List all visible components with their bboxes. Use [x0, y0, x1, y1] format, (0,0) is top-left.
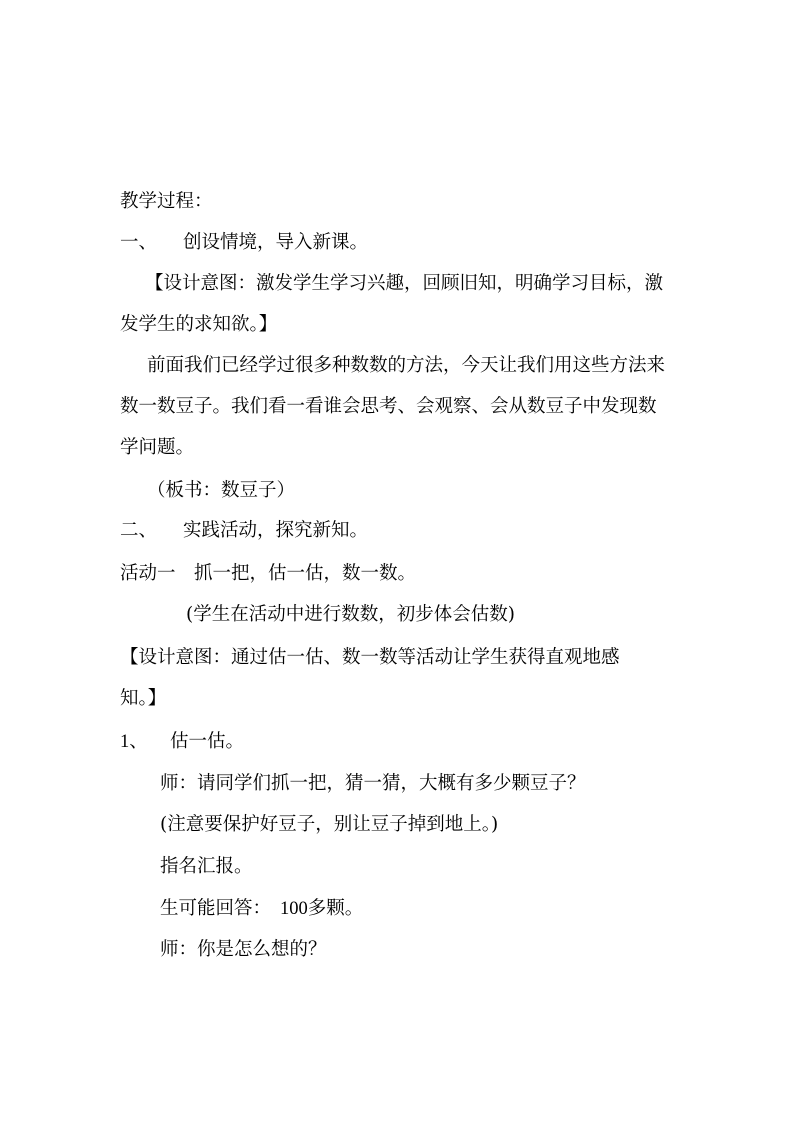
design-note-2-line1: 【设计意图：通过估一估、数一数等活动让学生获得直观地感 [120, 647, 620, 668]
teacher-question-1: 师：请同学们抓一把，猜一猜，大概有多少颗豆子？ [160, 773, 586, 794]
section2-title: 实践活动，探究新知。 [183, 520, 369, 541]
board-note: （板书：数豆子） [147, 480, 296, 501]
intro-paragraph-line3: 学问题。 [120, 437, 195, 458]
student-answer-prefix: 生可能回答： [160, 898, 272, 919]
design-note-1-line1: 【设计意图：激发学生学习兴趣，回顾旧知，明确学习目标，激 [145, 273, 664, 294]
activity-note: (学生在活动中进行数数，初步体会估数) [186, 604, 515, 625]
design-note-1-line2: 发学生的求知欲。】 [120, 314, 278, 335]
section1-title: 创设情境，导入新课。 [183, 232, 369, 253]
section2-number: 二、 [120, 520, 158, 541]
design-note-2-line2: 知。】 [120, 688, 167, 709]
report-instruction: 指名汇报。 [160, 856, 253, 877]
intro-paragraph-line2: 数一数豆子。我们看一看谁会思考、会观察、会从数豆子中发现数 [120, 396, 657, 417]
step1-title: 估一估。 [170, 731, 245, 752]
safety-note: (注意要保护好豆子，别让豆子掉到地上。) [160, 814, 499, 835]
activity1-title: 抓一把，估一估，数一数。 [194, 563, 417, 584]
intro-paragraph-line1: 前面我们已经学过很多种数数的方法，今天让我们用这些方法来 [147, 355, 666, 376]
section1-number: 一、 [120, 232, 158, 253]
step1-number: 1、 [120, 732, 148, 752]
teacher-question-2: 师：你是怎么想的？ [160, 939, 327, 960]
heading: 教学过程： [120, 191, 213, 212]
student-answer: 100多颗。 [280, 899, 364, 919]
activity1-label: 活动一 [120, 563, 176, 584]
